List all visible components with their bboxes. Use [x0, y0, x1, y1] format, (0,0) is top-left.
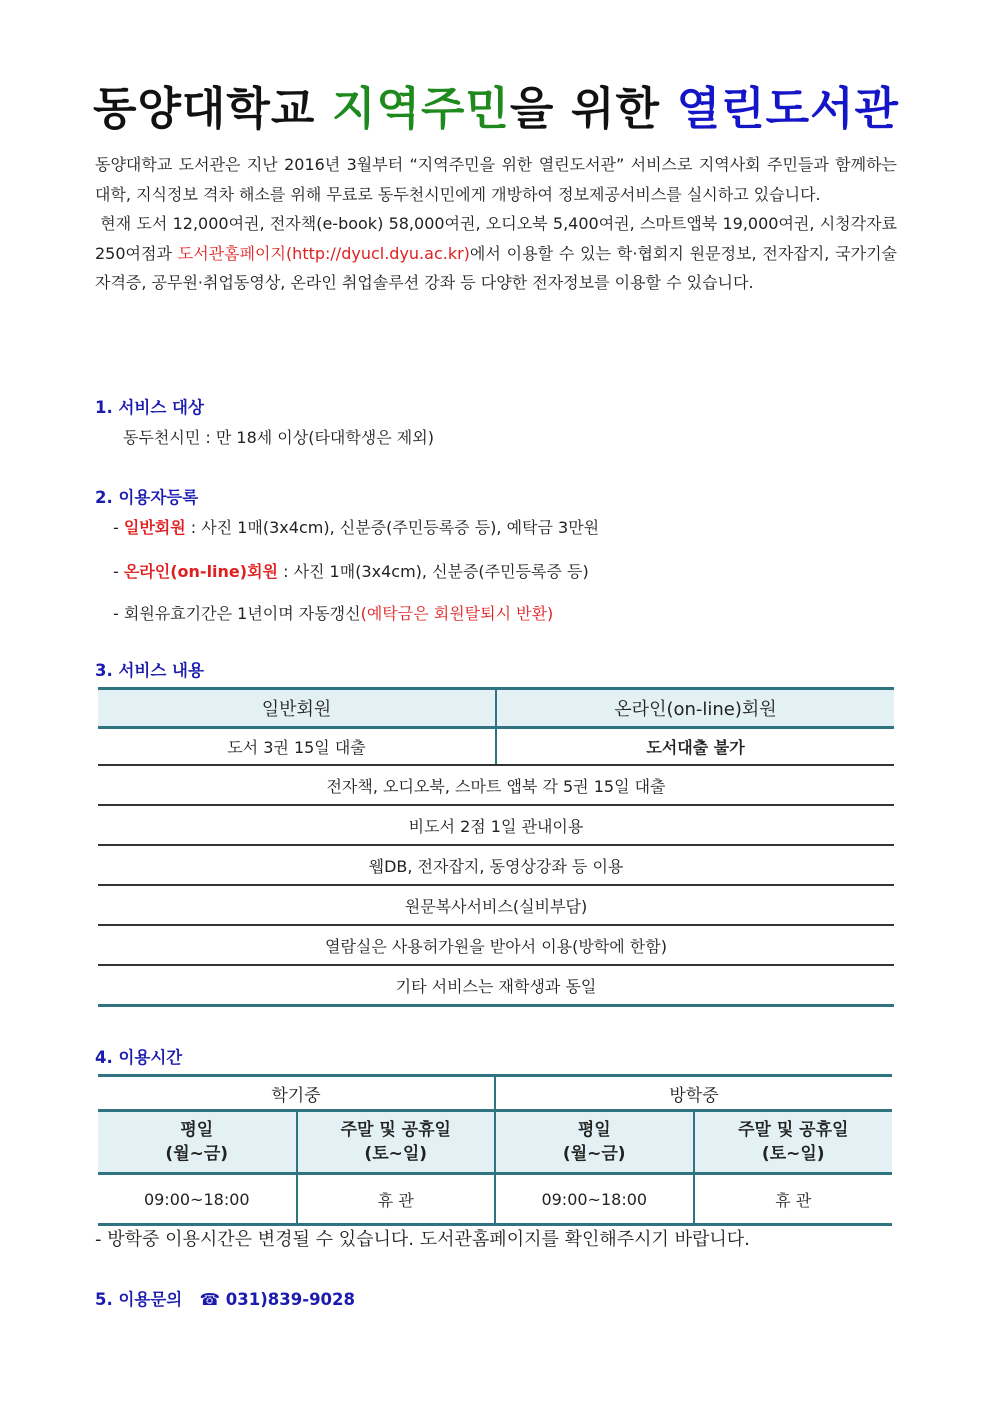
weekday-range: (월~금) — [165, 1144, 229, 1164]
vacation-header: 방학중 — [495, 1076, 892, 1111]
title-part-2: 지역주민 — [332, 82, 510, 135]
phone-icon: ☎ — [199, 1290, 221, 1309]
intro-text — [95, 150, 897, 298]
table-row — [98, 885, 894, 925]
hours-table-value-row — [98, 1174, 892, 1225]
semester-weekday-header — [98, 1111, 297, 1174]
semester-weekend-hours: 휴 관 — [297, 1174, 496, 1225]
service-table-header — [98, 689, 894, 728]
vacation-weekend-header — [694, 1111, 893, 1174]
dash: - — [113, 518, 124, 537]
section-5-contact — [95, 1286, 355, 1310]
online-member-text: : 사진 1매(3x4cm), 신분증(주민등록증 등) — [278, 562, 589, 581]
page-title — [0, 72, 992, 137]
title-part-3: 을 위한 — [509, 82, 677, 135]
table-row — [98, 845, 894, 885]
registration-item-general — [113, 515, 599, 538]
hours-table-period-row — [98, 1076, 892, 1111]
intro-p2-before: 현재 도서 12,000여권, 전자책(e-book) 58,000여권, 오디오북 5,400여권, 스마트앱북 19,000여권, 시청각자료 250여점과 — [95, 214, 897, 263]
semester-weekday-hours: 09:00~18:00 — [98, 1174, 297, 1225]
table-row — [98, 805, 894, 845]
homepage-link[interactable]: 도서관홈페이지(http://dyucl.dyu.ac.kr) — [177, 243, 470, 263]
service-row-webdb: 웹DB, 전자잡지, 동영상강좌 등 이용 — [98, 845, 894, 885]
vacation-weekend-hours: 휴 관 — [694, 1174, 893, 1225]
table-row — [98, 728, 894, 766]
weekend-label: 주말 및 공휴일 — [738, 1120, 849, 1140]
weekday-label: 평일 — [180, 1120, 214, 1140]
registration-item-validity — [113, 601, 553, 624]
intro-p2-after: 에서 이용할 수 있는 학·협회지 원문정보, 전자잡지, 국가기술자격증, 공무원·취업동영상, 온라인 취업솔루션 강좌 등 다양한 전자정보를 이용할 수 있습니다. — [95, 243, 897, 292]
loan-online: 도서대출 불가 — [496, 728, 894, 766]
semester-header: 학기중 — [98, 1076, 495, 1111]
general-member-label: 일반회원 — [123, 518, 186, 537]
section-1-title: 1. 서비스 대상 — [95, 398, 204, 417]
hours-table — [98, 1074, 892, 1226]
table-row — [98, 765, 894, 805]
table-row — [98, 925, 894, 965]
header-online-member: 온라인(on-line)회원 — [496, 689, 894, 728]
dash: - — [113, 562, 124, 581]
title-part-1: 동양대학교 — [92, 82, 333, 135]
phone-number[interactable]: 031)839-9028 — [225, 1290, 355, 1309]
service-row-nonbook: 비도서 2점 1일 관내이용 — [98, 805, 894, 845]
semester-weekend-header — [297, 1111, 496, 1174]
registration-item-online — [113, 559, 589, 582]
vacation-weekday-hours: 09:00~18:00 — [495, 1174, 694, 1225]
section-5-title: 5. 이용문의 — [95, 1290, 183, 1309]
header-general-member: 일반회원 — [98, 689, 496, 728]
validity-note: (예탁금은 회원탈퇴시 반환) — [360, 604, 554, 623]
service-row-ebooks: 전자책, 오디오북, 스마트 앱북 각 5권 15일 대출 — [98, 765, 894, 805]
table-row — [98, 965, 894, 1006]
hours-note: - 방학중 이용시간은 변경될 수 있습니다. 도서관홈페이지를 확인해주시기 바랍니다. — [95, 1229, 750, 1250]
service-row-reading-room: 열람실은 사용허가원을 받아서 이용(방학에 한함) — [98, 925, 894, 965]
weekday-range: (월~금) — [562, 1144, 626, 1164]
weekend-range: (토~일) — [761, 1144, 825, 1164]
online-member-label: 온라인(on-line)회원 — [123, 562, 278, 581]
service-row-other: 기타 서비스는 재학생과 동일 — [98, 965, 894, 1006]
hours-table-day-row — [98, 1111, 892, 1174]
intro-paragraph-1: 동양대학교 도서관은 지난 2016년 3월부터 “지역주민을 위한 열린도서관” 서비스로 지역사회 주민들과 함께하는 대학, 지식정보 격차 해소를 위해 무료로 동두천시민에게 개방하여 정보제공서비스를 실시하고 있습니다. — [95, 155, 897, 204]
loan-general: 도서 3권 15일 대출 — [98, 728, 496, 766]
weekday-label: 평일 — [577, 1120, 611, 1140]
intro-paragraph-2 — [95, 209, 897, 298]
validity-text: - 회원유효기간은 1년이며 자동갱신 — [113, 604, 361, 623]
service-table — [98, 687, 894, 1007]
vacation-weekday-header — [495, 1111, 694, 1174]
section-1-text: 동두천시민 : 만 18세 이상(타대학생은 제외) — [123, 428, 434, 447]
section-2-title: 2. 이용자등록 — [95, 488, 199, 507]
weekend-label: 주말 및 공휴일 — [340, 1120, 451, 1140]
general-member-text: : 사진 1매(3x4cm), 신분증(주민등록증 등), 예탁금 3만원 — [185, 518, 600, 537]
service-row-copy: 원문복사서비스(실비부담) — [98, 885, 894, 925]
title-part-4: 열린도서관 — [676, 82, 900, 135]
section-3-title: 3. 서비스 내용 — [95, 661, 204, 680]
weekend-range: (토~일) — [364, 1144, 428, 1164]
section-4-title: 4. 이용시간 — [95, 1048, 183, 1067]
